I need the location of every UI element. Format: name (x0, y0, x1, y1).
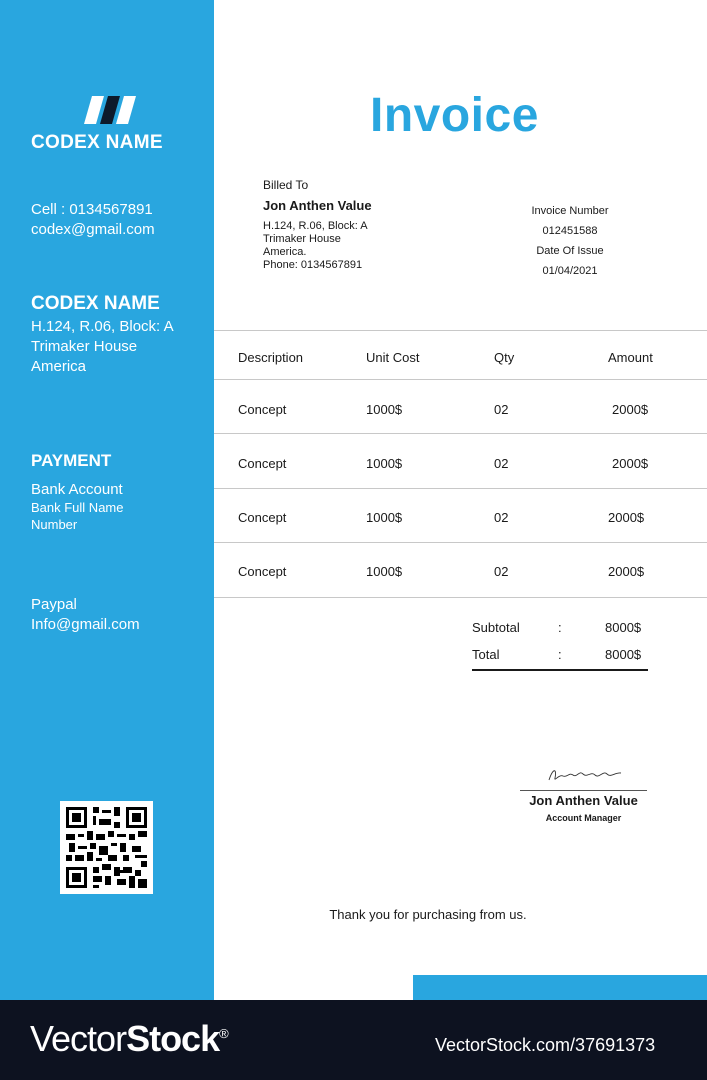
signature-icon (545, 766, 625, 784)
row-qty: 02 (494, 402, 509, 417)
row-qty: 02 (494, 510, 509, 525)
issue-date-label: Date Of Issue (536, 245, 604, 257)
row-qty: 02 (494, 564, 509, 579)
subtotal-row (472, 620, 648, 647)
header-qty: Qty (494, 350, 515, 365)
row-unit-cost: 1000$ (366, 402, 403, 417)
address-line: America (31, 358, 87, 375)
invoice-number: 012451588 (542, 225, 598, 237)
row-description: Concept (238, 564, 287, 579)
totals-block (472, 620, 648, 674)
payment-title: PAYMENT (31, 451, 112, 470)
subtotal-label: Subtotal (472, 620, 520, 635)
subtotal-value: 8000$ (605, 620, 642, 635)
company-address (31, 317, 206, 377)
row-description: Concept (238, 456, 287, 471)
client-name: Jon Anthen Value (263, 198, 372, 213)
header-unit-cost: Unit Cost (366, 350, 420, 365)
header-description: Description (238, 350, 304, 365)
bank-detail-line: Bank Full Name (31, 500, 124, 515)
invoice-meta (505, 201, 635, 281)
row-unit-cost: 1000$ (366, 564, 403, 579)
invoice-title: Invoice (370, 89, 539, 142)
client-address-line: America. (263, 246, 307, 258)
table-divider (214, 330, 707, 331)
total-value: 8000$ (605, 647, 642, 662)
signer-role: Account Manager (545, 813, 622, 823)
address-line: Trimaker House (31, 338, 138, 355)
header-amount: Amount (608, 350, 653, 365)
row-qty: 02 (494, 456, 509, 471)
billed-to-block (263, 178, 393, 272)
total-separator: : (558, 647, 562, 662)
client-phone: Phone: 0134567891 (263, 259, 363, 271)
registered-mark: ® (219, 1026, 228, 1041)
invoice-number-label: Invoice Number (531, 205, 609, 217)
watermark-brand-light: Vector (30, 1018, 127, 1059)
client-address-line: H.124, R.06, Block: A (263, 220, 368, 232)
watermark-id: VectorStock.com/37691373 (435, 1035, 656, 1055)
qr-code-icon (66, 807, 147, 888)
brand-name: CODEX NAME (31, 132, 163, 153)
bank-detail-line: Number (31, 517, 78, 532)
address-line: H.124, R.06, Block: A (31, 318, 174, 335)
bank-account-label: Bank Account (31, 481, 123, 498)
paypal-email: Info@gmail.com (31, 616, 140, 633)
table-divider (214, 488, 707, 489)
paypal-label: Paypal (31, 596, 77, 613)
row-amount: 2000$ (608, 510, 645, 525)
row-unit-cost: 1000$ (366, 510, 403, 525)
paypal-block (31, 595, 140, 635)
row-description: Concept (238, 402, 287, 417)
row-unit-cost: 1000$ (366, 456, 403, 471)
watermark-brand-bold: Stock (126, 1018, 220, 1059)
contact-block (31, 200, 155, 240)
client-address-line: Trimaker House (263, 233, 341, 245)
row-amount: 2000$ (608, 564, 645, 579)
sidebar (0, 0, 214, 1000)
thank-you-note: Thank you for purchasing from us. (329, 907, 527, 922)
contact-email: codex@gmail.com (31, 221, 155, 238)
cell-number: Cell : 0134567891 (31, 201, 153, 218)
signature-line (520, 790, 647, 791)
table-divider (214, 597, 707, 598)
company-address-name: CODEX NAME (31, 293, 160, 314)
row-amount: 2000$ (612, 402, 649, 417)
total-underline (472, 669, 648, 671)
accent-bar (413, 975, 707, 1000)
billed-to-label: Billed To (263, 178, 309, 192)
watermark-logo (30, 1018, 228, 1060)
table-divider (214, 542, 707, 543)
bank-details (31, 499, 141, 533)
client-address (263, 220, 393, 259)
subtotal-separator: : (558, 620, 562, 635)
qr-code (60, 801, 153, 894)
total-label: Total (472, 647, 500, 662)
company-logo-icon (84, 96, 136, 124)
table-divider (214, 433, 707, 434)
issue-date: 01/04/2021 (542, 265, 598, 277)
signer-name: Jon Anthen Value (529, 793, 638, 808)
table-divider (214, 379, 707, 380)
watermark-footer (0, 1000, 707, 1080)
row-description: Concept (238, 510, 287, 525)
row-amount: 2000$ (612, 456, 649, 471)
